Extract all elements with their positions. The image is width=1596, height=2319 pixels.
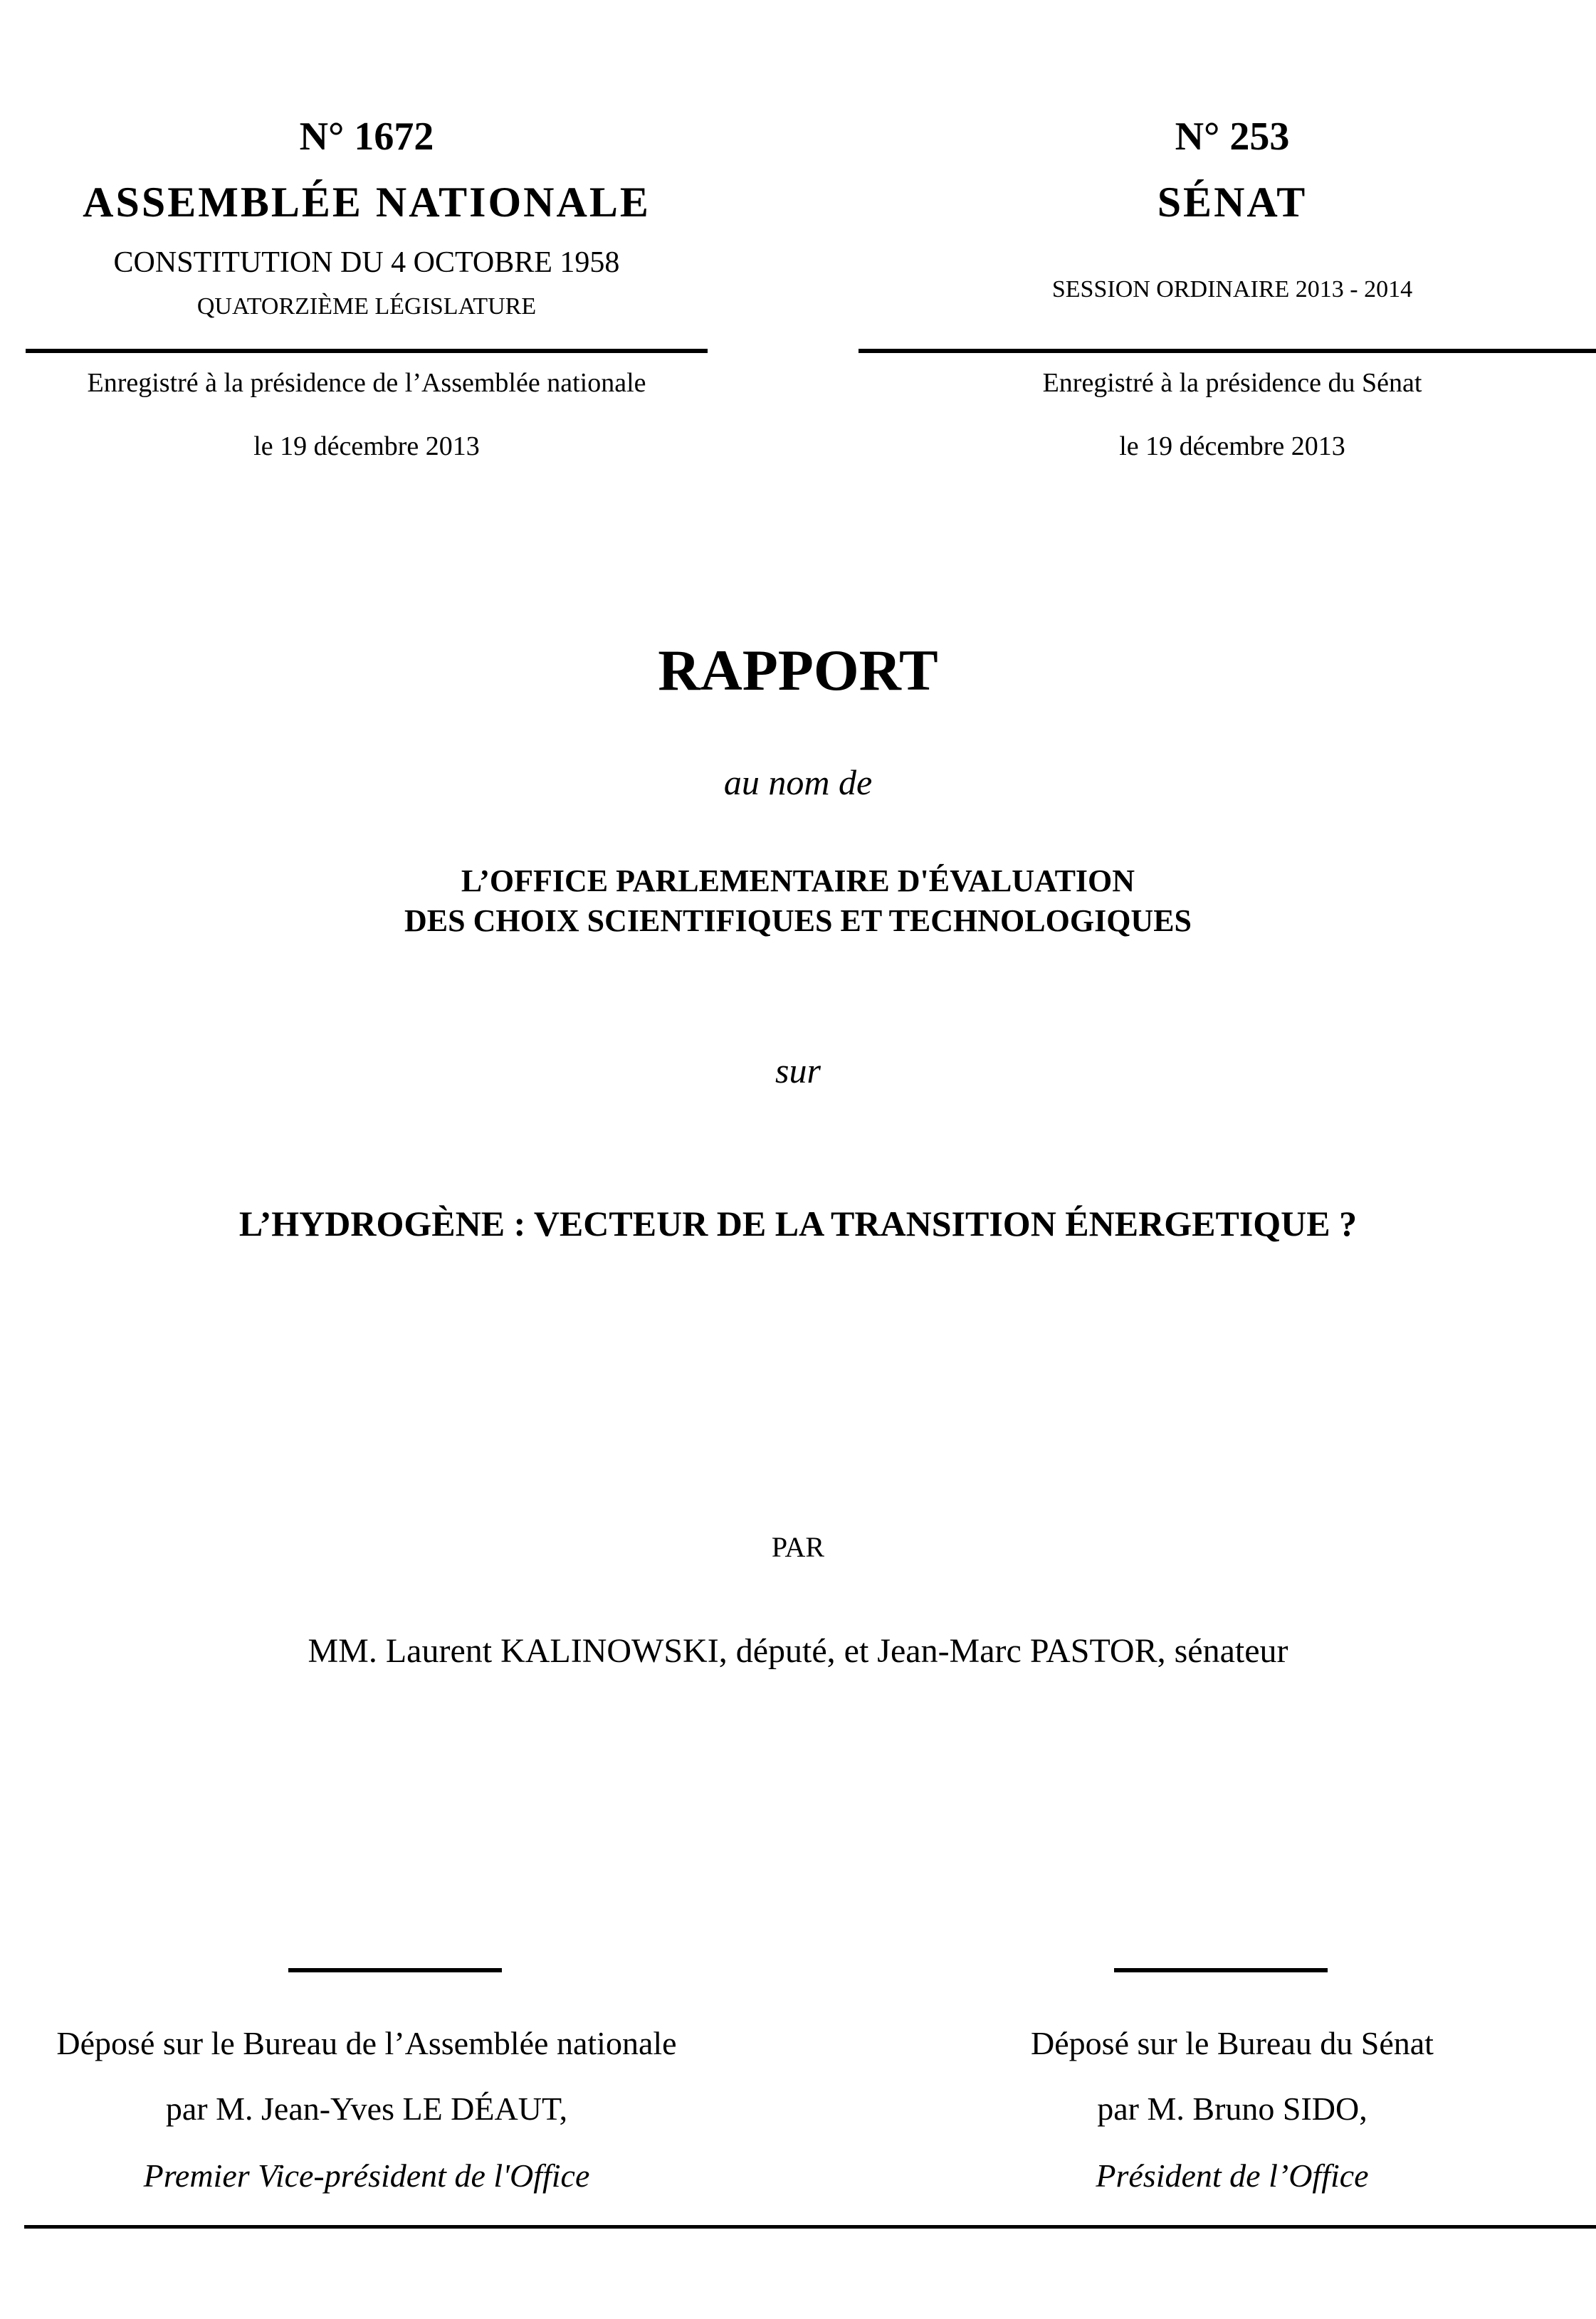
report-by: PAR	[771, 1531, 825, 1563]
assemblee-registered: Enregistré à la présidence de l’Assemblée nationale	[87, 368, 646, 398]
report-on: sur	[775, 1051, 821, 1090]
senat-date: le 19 décembre 2013	[1119, 431, 1345, 461]
assemblee-constitution: CONSTITUTION DU 4 OCTOBRE 1958	[113, 246, 620, 279]
assemblee-deposit-rule	[288, 1968, 502, 1972]
assemblee-deposit-line1: Déposé sur le Bureau de l’Assemblée nationale	[56, 2025, 677, 2061]
footer-rule	[24, 2225, 1596, 2229]
report-authors: MM. Laurent KALINOWSKI, député, et Jean-Marc PASTOR, sénateur	[308, 1632, 1288, 1670]
senat-deposit-role: Président de l’Office	[1096, 2157, 1369, 2194]
senat-name: SÉNAT	[1157, 179, 1308, 226]
senat-deposit-line1: Déposé sur le Bureau du Sénat	[1031, 2025, 1434, 2061]
senat-registered: Enregistré à la présidence du Sénat	[1042, 368, 1422, 398]
assemblee-number: N° 1672	[299, 115, 434, 159]
senat-number: N° 253	[1175, 115, 1290, 159]
assemblee-name: ASSEMBLÉE NATIONALE	[83, 179, 651, 226]
report-title: RAPPORT	[658, 638, 938, 703]
assemblee-deposit-line2: par M. Jean-Yves LE DÉAUT,	[165, 2091, 568, 2127]
senat-deposit-line2: par M. Bruno SIDO,	[1097, 2091, 1367, 2127]
report-office-line1: L’OFFICE PARLEMENTAIRE D'ÉVALUATION	[461, 863, 1135, 898]
senat-header-rule	[859, 349, 1596, 353]
report-office-line2: DES CHOIX SCIENTIFIQUES ET TECHNOLOGIQUES	[404, 903, 1192, 938]
report-subject: L’HYDROGÈNE : VECTEUR DE LA TRANSITION ÉNERGETIQUE ?	[238, 1204, 1358, 1243]
assemblee-date: le 19 décembre 2013	[253, 431, 480, 461]
senat-session: SESSION ORDINAIRE 2013 - 2014	[1051, 276, 1413, 303]
senat-deposit-rule	[1114, 1968, 1328, 1972]
assemblee-legislature: QUATORZIÈME LÉGISLATURE	[196, 293, 537, 320]
report-on-behalf: au nom de	[723, 762, 873, 802]
assemblee-header-rule	[26, 349, 708, 353]
assemblee-deposit-role: Premier Vice-président de l'Office	[143, 2157, 590, 2194]
